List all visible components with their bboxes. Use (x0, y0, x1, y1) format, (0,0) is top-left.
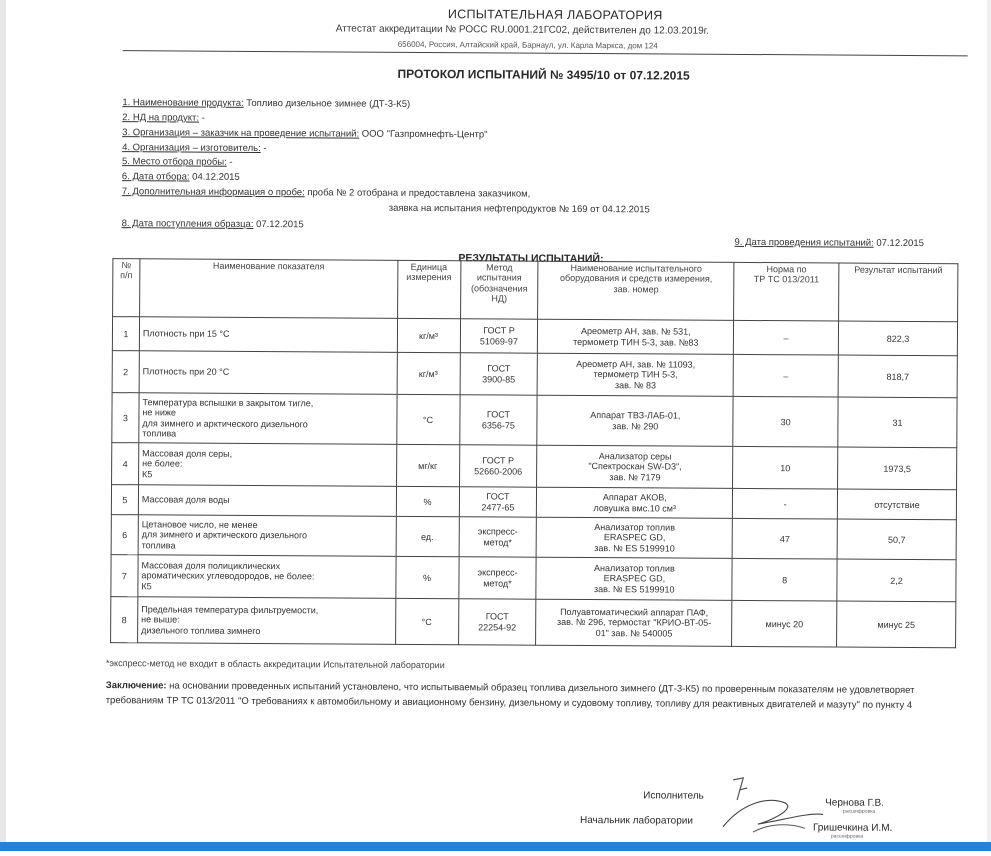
cell-num: 8 (111, 597, 138, 643)
cell-result: отсутствие (837, 489, 956, 520)
table-row (111, 515, 956, 560)
cell-name: Предельная температура фильтруемости, не выше: дизельного топлива зимнего (138, 597, 396, 645)
field-customer-label: 3. Организация – заказчик на проведение испытаний: (122, 127, 360, 140)
cell-unit: мг/кг (396, 444, 459, 486)
cell-equipment: Аппарат ТВЗ-ЛАБ-01, зав. № 290 (537, 395, 733, 446)
cell-equipment: Ареометр АН, зав. № 11093, термометр ТИН 5-3, зав. № 83 (538, 353, 734, 396)
cell-name: Массовая доля воды (138, 485, 396, 517)
cell-num: 2 (112, 351, 139, 393)
executor-label: Исполнитель (643, 790, 704, 802)
col-header-method: Метод испытания (обозначения НД) (460, 261, 538, 319)
document-page (93, 0, 978, 856)
field-sampling-place-value: - (229, 156, 233, 168)
col-header-equipment: Наименование испытательного оборудования и средств измерения, зав. номер (538, 261, 734, 320)
field-additional-info-label: 7. Дополнительная информация о пробе: (121, 186, 305, 199)
field-manufacturer-value: - (263, 143, 267, 155)
field-nd-value: - (201, 112, 205, 124)
executor-name: Чернова Г.В. (825, 797, 884, 809)
cell-result: минус 25 (837, 601, 956, 648)
cell-num: 6 (111, 515, 138, 555)
cell-num: 7 (111, 555, 138, 597)
field-sampling-place (122, 156, 233, 168)
cell-result: 50,7 (837, 519, 956, 560)
table-row (112, 443, 957, 490)
field-receipt-date-label: 8. Дата поступления образца: (121, 218, 254, 230)
cell-num: 5 (111, 485, 138, 515)
cell-unit: °С (395, 598, 458, 644)
field-receipt-date-value: 07.12.2015 (256, 218, 304, 231)
field-additional-info-line2: заявка на испытания нефтепродуктов № 169 от 04.12.2015 (388, 202, 650, 216)
handwritten-signature (713, 772, 833, 848)
head-label: Начальник лаборатории (579, 814, 694, 827)
field-test-date-label: 9. Дата проведения испытаний: (734, 236, 874, 249)
cell-equipment: Аппарат АКОВ, ловушка вмс.10 см³ (537, 487, 733, 518)
field-product (122, 97, 410, 110)
cell-method: ГОСТ 6356-75 (459, 395, 537, 445)
conclusion (106, 678, 916, 713)
cell-unit: °С (396, 394, 459, 444)
executor-name-block (825, 797, 884, 814)
cell-result: 2,2 (837, 559, 956, 602)
table-row (112, 393, 957, 448)
cell-norm: минус 20 (732, 600, 837, 647)
cell-equipment: Полуавтоматический аппарат ПАФ, зав. № 296, термостат "КРИО-ВТ-05- 01" зав. № 540005 (536, 599, 732, 646)
field-product-value: Топливо дизельное зимнее (ДТ-3-К5) (246, 97, 411, 110)
field-customer (122, 127, 487, 140)
table-row (112, 317, 957, 356)
col-header-norm: Норма по ТР ТС 013/2011 (734, 262, 839, 321)
cell-result: 31 (838, 397, 957, 448)
cell-method: ГОСТ Р 51069-97 (460, 319, 538, 353)
cell-method: ГОСТ 3900-85 (460, 353, 538, 395)
cell-method: ГОСТ Р 52660-2006 (459, 445, 537, 487)
head-name-caption: расшифровка (830, 833, 864, 840)
cell-norm: 30 (733, 396, 838, 447)
cell-unit: кг/м³ (397, 352, 460, 394)
table-row (111, 597, 956, 648)
cell-norm: – (734, 320, 839, 355)
executor-name-caption: расшифровка (843, 808, 876, 815)
left-scan-edge (0, 0, 6, 851)
results-title: РЕЗУЛЬТАТЫ ИСПЫТАНИЙ: (458, 252, 604, 266)
cell-unit: % (395, 556, 458, 598)
cell-name: Цетановое число, не менее для зимнего и арктического дизельного топлива (138, 515, 396, 557)
attestation-line: Аттестат аккредитации № РОСС RU.0001.21ГС02, действителен до 12.03.2019г. (335, 23, 709, 37)
cell-num: 1 (112, 317, 139, 351)
address-line: 656004, Россия, Алтайский край, Барнаул, ул. Карла Маркса, дом 124 (397, 39, 658, 51)
cell-unit: % (396, 486, 459, 516)
cell-norm: 10 (733, 446, 838, 489)
col-header-result: Результат испытаний (839, 263, 958, 322)
col-header-unit: Единица измерения (397, 260, 460, 318)
cell-equipment: Анализатор топлив ERASPEC GD, зав. № ES 5199910 (536, 557, 732, 600)
cell-num: 4 (112, 443, 139, 485)
cell-name: Массовая доля полициклических ароматических углеводородов, не более: К5 (138, 555, 396, 599)
cell-method: ГОСТ 2477-65 (459, 487, 537, 517)
field-manufacturer (122, 142, 267, 154)
field-receipt-date (122, 218, 304, 230)
cell-equipment: Анализатор серы "Спектроскан SW-D3", зав. № 7179 (537, 445, 733, 488)
field-test-date-value: 07.12.2015 (876, 237, 924, 250)
cell-name: Массовая доля серы, не более: К5 (139, 443, 397, 487)
cell-result: 818,7 (838, 355, 957, 398)
cell-method: экспресс- метод* (459, 517, 537, 557)
table-header-row (113, 259, 958, 322)
footnote: *экспресс-метод не входит в область аккредитации Испытательной лаборатории (105, 658, 445, 671)
field-nd (122, 112, 205, 124)
cell-norm: - (733, 488, 838, 519)
cell-norm: 47 (732, 518, 837, 559)
right-scan-edge (987, 0, 991, 851)
cell-norm: 8 (732, 558, 837, 601)
field-sampling-date-label: 6. Дата отбора: (121, 171, 190, 183)
field-additional-info-value: проба № 2 отобрана и предоставлена заказчиком, (307, 187, 531, 200)
cell-name: Плотность при 20 °С (139, 351, 397, 395)
field-additional-info (122, 186, 531, 199)
col-header-name: Наименование показателя (140, 259, 398, 319)
field-manufacturer-label: 4. Организация – изготовитель: (122, 142, 261, 154)
field-sampling-date-value: 04.12.2015 (192, 171, 240, 183)
protocol-title: ПРОТОКОЛ ИСПЫТАНИЙ № 3495/10 от 07.12.2015 (397, 66, 690, 83)
col-header-num: № п/п (113, 259, 140, 317)
cell-result: 1973,5 (838, 447, 957, 490)
cell-method: экспресс- метод* (458, 557, 536, 599)
cell-method: ГОСТ 22254-92 (458, 599, 536, 645)
conclusion-label: Заключение: (105, 680, 167, 692)
cell-equipment: Ареометр АН, зав. № 531, термометр ТИН 5-3, зав. №83 (538, 319, 734, 354)
cell-result: 822,3 (838, 321, 957, 356)
cell-unit: кг/м³ (397, 318, 460, 352)
field-sampling-place-label: 5. Место отбора пробы: (121, 156, 227, 168)
conclusion-text: на основании проведенных испытаний установлено, что испытываемый образец топлива дизельного зимнего (ДТ-3-К5) по проверенным показателям не удовлетворяет требованиям ТР ТС 013/2011 "О требованиях к автомобильному и авиационному бензину, дизельному и судовому топливу, топливу для реактивных двигателей и мазуту" по пункту 4 (105, 680, 915, 711)
bottom-toolbar (0, 842, 991, 851)
field-nd-label: 2. НД на продукт: (122, 112, 200, 124)
field-product-label: 1. Наименование продукта: (122, 97, 244, 109)
head-name: Гришечкина И.М. (812, 822, 893, 834)
cell-unit: ед. (396, 516, 459, 556)
cell-name: Плотность при 15 °С (139, 317, 397, 353)
cell-name: Температура вспышки в закрытом тигле, не ниже для зимнего и арктического дизельного топлива (139, 393, 397, 445)
results-table (110, 258, 958, 648)
field-customer-value: ООО "Газпромнефть-Центр" (361, 128, 488, 141)
field-sampling-date (122, 171, 240, 183)
cell-equipment: Анализатор топлив ERASPEC GD, зав. № ES 5199910 (537, 517, 733, 558)
table-row (111, 555, 956, 602)
field-test-date (734, 237, 923, 249)
header-divider (123, 50, 968, 56)
cell-norm: – (733, 354, 838, 397)
cell-num: 3 (112, 393, 139, 443)
lab-title: ИСПЫТАТЕЛЬНАЯ ЛАБОРАТОРИЯ (447, 7, 663, 23)
table-row (112, 351, 957, 398)
